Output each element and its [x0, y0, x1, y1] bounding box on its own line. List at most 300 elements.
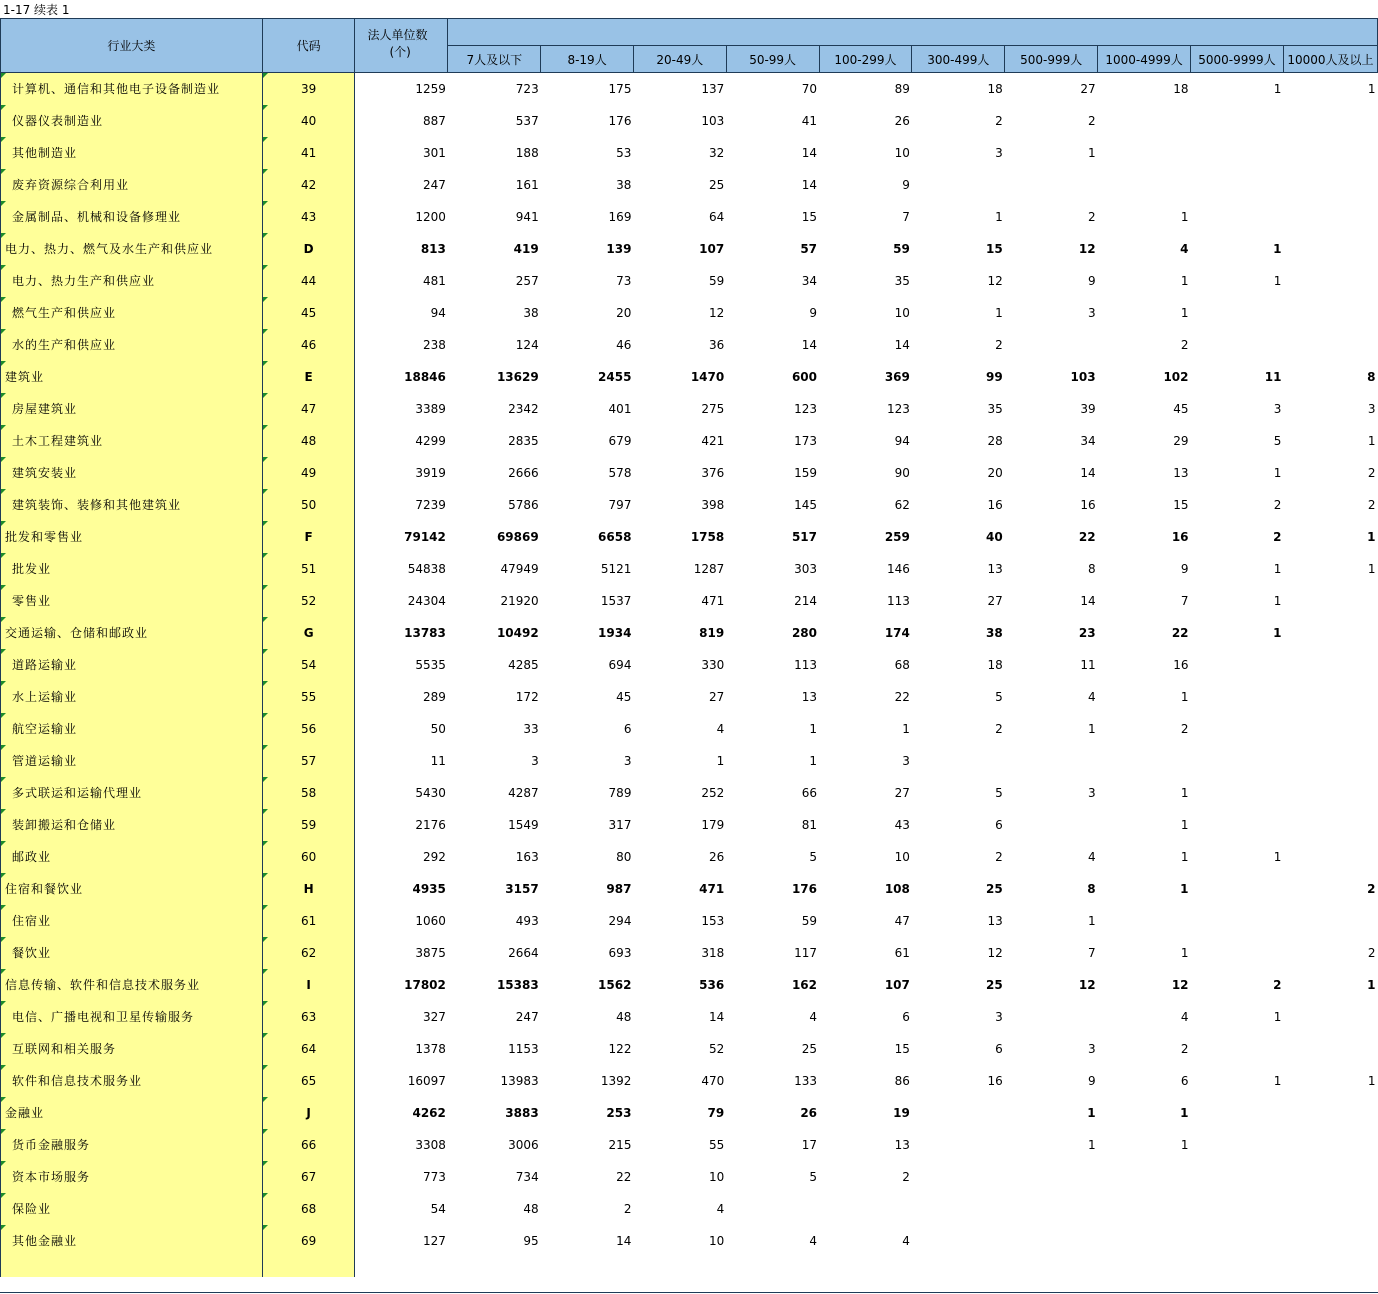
- size-count-cell: 1: [1273, 562, 1282, 576]
- size-count-cell: 1: [1367, 978, 1376, 992]
- size-count-cell: 99: [986, 370, 1003, 384]
- size-count-cell: 1: [1180, 274, 1189, 288]
- table-row: [1, 585, 1378, 617]
- table-row: [1, 393, 1378, 425]
- size-count-cell: 1: [902, 722, 910, 736]
- size-count-cell: 90: [894, 466, 910, 480]
- size-count-cell: 4: [716, 1202, 725, 1216]
- table-title: 1-17 续表 1: [3, 3, 70, 17]
- size-count-cell: [1191, 809, 1284, 841]
- total-count-cell: 7239: [415, 498, 446, 512]
- size-count-cell: [1005, 809, 1098, 841]
- total-count-cell: 289: [422, 690, 446, 704]
- size-count-cell: 10: [708, 1234, 725, 1248]
- size-count-cell: 139: [606, 242, 632, 256]
- size-count-cell: 108: [884, 882, 910, 896]
- filler-cell: [448, 1257, 541, 1277]
- size-count-cell: 12: [708, 306, 725, 320]
- size-count-cell: [1191, 1097, 1284, 1129]
- size-count-cell: 5786: [508, 498, 539, 512]
- size-count-cell: 3: [531, 754, 539, 768]
- size-count-cell: 73: [616, 274, 632, 288]
- industry-code-cell: 61: [262, 905, 355, 937]
- total-count-cell: 3308: [415, 1138, 446, 1152]
- size-count-cell: 47949: [500, 562, 539, 576]
- size-count-cell: 4: [1180, 242, 1189, 256]
- size-count-cell: 153: [701, 914, 725, 928]
- size-count-cell: 1: [1180, 690, 1189, 704]
- industry-name-cell: 批发和零售业: [1, 521, 263, 553]
- size-count-cell: 2: [1367, 466, 1376, 480]
- size-count-cell: 59: [801, 914, 818, 928]
- size-count-cell: 123: [794, 402, 818, 416]
- size-count-cell: 1: [1273, 242, 1282, 256]
- total-count-cell: 54: [430, 1202, 446, 1216]
- size-count-cell: 26: [708, 850, 725, 864]
- size-count-cell: 25: [986, 882, 1003, 896]
- size-count-cell: 13983: [500, 1074, 539, 1088]
- size-count-cell: [1098, 105, 1191, 137]
- size-count-cell: 64: [708, 210, 725, 224]
- size-count-cell: [1191, 777, 1284, 809]
- size-count-cell: 9: [902, 178, 910, 192]
- size-count-cell: 174: [884, 626, 910, 640]
- size-count-cell: 470: [701, 1074, 725, 1088]
- size-count-cell: 55: [708, 1138, 725, 1152]
- industry-code-cell: H: [262, 873, 355, 905]
- size-count-cell: 179: [701, 818, 725, 832]
- total-count-cell: 4262: [412, 1106, 446, 1120]
- size-count-cell: 33: [523, 722, 539, 736]
- size-count-cell: 398: [701, 498, 725, 512]
- table-row: [1, 745, 1378, 777]
- total-count-cell: 292: [422, 850, 446, 864]
- size-count-cell: 537: [515, 114, 539, 128]
- size-count-cell: [1005, 745, 1098, 777]
- size-count-cell: 8: [1087, 562, 1096, 576]
- size-count-cell: 694: [608, 658, 632, 672]
- industry-code-cell: 67: [262, 1161, 355, 1193]
- table-row: [1, 329, 1378, 361]
- size-count-cell: [1283, 329, 1377, 361]
- table-row: [1, 809, 1378, 841]
- size-count-cell: 10: [894, 306, 910, 320]
- size-count-cell: 69869: [496, 530, 539, 544]
- size-count-cell: 19: [893, 1106, 910, 1120]
- size-count-cell: 62: [894, 498, 910, 512]
- filler-cell: [1283, 1257, 1377, 1277]
- total-count-cell: 3919: [415, 466, 446, 480]
- header-size-0: 7人及以下: [448, 46, 541, 73]
- total-count-cell: 17802: [404, 978, 446, 992]
- size-count-cell: 12: [987, 946, 1003, 960]
- industry-name-cell: 建筑安装业: [1, 457, 263, 489]
- size-count-cell: 275: [701, 402, 725, 416]
- size-count-cell: 113: [886, 594, 910, 608]
- size-count-cell: 45: [616, 690, 632, 704]
- size-count-cell: 70: [801, 82, 818, 96]
- size-count-cell: 25: [708, 178, 725, 192]
- size-count-cell: [1098, 169, 1191, 201]
- header-code: 代码: [262, 19, 355, 73]
- size-count-cell: [1005, 1225, 1098, 1257]
- size-count-cell: 493: [515, 914, 539, 928]
- size-count-cell: 1: [1273, 850, 1282, 864]
- size-count-cell: 2455: [598, 370, 632, 384]
- size-count-cell: [1191, 137, 1284, 169]
- size-count-cell: 38: [986, 626, 1003, 640]
- size-count-cell: 13: [801, 690, 818, 704]
- size-count-cell: 59: [708, 274, 725, 288]
- size-count-cell: 5: [1273, 434, 1282, 448]
- filler-code-cell: [262, 1257, 355, 1277]
- size-count-cell: 8: [1087, 882, 1096, 896]
- table-row: [1, 905, 1378, 937]
- size-count-cell: 797: [608, 498, 632, 512]
- table-row: [1, 521, 1378, 553]
- size-count-cell: 1: [1367, 530, 1376, 544]
- industry-name-cell: 软件和信息技术服务业: [1, 1065, 263, 1097]
- size-count-cell: 94: [894, 434, 910, 448]
- size-count-cell: 57: [800, 242, 818, 256]
- total-count-cell: 773: [422, 1170, 446, 1184]
- size-count-cell: 2342: [508, 402, 539, 416]
- size-count-cell: 2: [995, 722, 1003, 736]
- size-count-cell: 48: [616, 1010, 632, 1024]
- size-count-cell: 10: [708, 1170, 725, 1184]
- industry-code-cell: J: [262, 1097, 355, 1129]
- size-count-cell: 1: [809, 722, 818, 736]
- size-count-cell: 1: [1180, 1138, 1189, 1152]
- size-count-cell: 173: [794, 434, 818, 448]
- size-count-cell: 86: [894, 1074, 910, 1088]
- size-count-cell: 15383: [496, 978, 539, 992]
- size-count-cell: [1283, 617, 1377, 649]
- size-count-cell: 1: [1180, 1106, 1189, 1120]
- size-count-cell: 1392: [600, 1074, 632, 1088]
- size-count-cell: [1283, 681, 1377, 713]
- size-count-cell: 693: [608, 946, 632, 960]
- table-row: [1, 681, 1378, 713]
- industry-code-cell: 54: [262, 649, 355, 681]
- size-count-cell: 2: [1367, 946, 1376, 960]
- size-count-cell: 7: [902, 210, 910, 224]
- size-count-cell: 103: [701, 114, 725, 128]
- industry-name-cell: 航空运输业: [1, 713, 263, 745]
- size-count-cell: 280: [791, 626, 818, 640]
- size-count-cell: [819, 1193, 912, 1225]
- size-count-cell: 1: [1087, 1106, 1096, 1120]
- size-count-cell: 1: [1367, 82, 1376, 96]
- industry-code-cell: 63: [262, 1001, 355, 1033]
- size-count-cell: [1283, 1001, 1377, 1033]
- size-count-cell: [1283, 777, 1377, 809]
- size-count-cell: 9: [1180, 562, 1189, 576]
- industry-name-cell: 互联网和相关服务: [1, 1033, 263, 1065]
- size-count-cell: 80: [616, 850, 632, 864]
- table-row: [1, 297, 1378, 329]
- size-count-cell: 2: [623, 1202, 632, 1216]
- size-count-cell: 7: [1087, 946, 1096, 960]
- industry-name-cell: 住宿业: [1, 905, 263, 937]
- size-count-cell: [1191, 1193, 1284, 1225]
- table-row: [1, 1129, 1378, 1161]
- size-count-cell: [912, 1161, 1005, 1193]
- size-count-cell: [1283, 105, 1377, 137]
- size-count-cell: 6: [623, 722, 632, 736]
- size-count-cell: 4: [1087, 690, 1096, 704]
- size-count-cell: 3: [995, 1010, 1003, 1024]
- size-count-cell: 38: [616, 178, 632, 192]
- size-count-cell: 4287: [508, 786, 539, 800]
- industry-name-cell: 水的生产和供应业: [1, 329, 263, 361]
- table-row: [1, 777, 1378, 809]
- size-count-cell: 215: [608, 1138, 632, 1152]
- size-count-cell: 4: [1180, 1010, 1189, 1024]
- size-count-cell: 162: [791, 978, 818, 992]
- size-count-cell: 369: [884, 370, 910, 384]
- industry-code-cell: 55: [262, 681, 355, 713]
- size-count-cell: 12: [987, 274, 1003, 288]
- table-row: [1, 841, 1378, 873]
- size-count-cell: 137: [701, 82, 725, 96]
- table-row: [1, 1193, 1378, 1225]
- size-count-cell: 9: [809, 306, 818, 320]
- size-count-cell: [1283, 585, 1377, 617]
- size-count-cell: [1098, 905, 1191, 937]
- size-count-cell: 1: [1273, 274, 1282, 288]
- size-count-cell: 29: [1173, 434, 1189, 448]
- size-count-cell: 16: [1171, 530, 1189, 544]
- industry-code-cell: 41: [262, 137, 355, 169]
- industry-code-cell: 62: [262, 937, 355, 969]
- size-count-cell: 107: [699, 242, 725, 256]
- size-count-cell: 14: [1080, 594, 1096, 608]
- industry-name-cell: 货币金融服务: [1, 1129, 263, 1161]
- size-count-cell: [1191, 329, 1284, 361]
- size-count-cell: 161: [515, 178, 539, 192]
- size-count-cell: 3: [1367, 402, 1376, 416]
- size-count-cell: 578: [608, 466, 632, 480]
- size-count-cell: 4285: [508, 658, 539, 672]
- industry-name-cell: 电力、热力、燃气及水生产和供应业: [1, 233, 263, 265]
- size-count-cell: 23: [1078, 626, 1096, 640]
- size-count-cell: 2: [1273, 978, 1282, 992]
- size-count-cell: [1283, 233, 1377, 265]
- industry-name-cell: 金属制品、机械和设备修理业: [1, 201, 263, 233]
- size-count-cell: [1191, 713, 1284, 745]
- size-count-cell: 376: [701, 466, 725, 480]
- total-count-cell: 1200: [415, 210, 446, 224]
- size-count-cell: [1191, 1129, 1284, 1161]
- industry-name-cell: 水上运输业: [1, 681, 263, 713]
- filler-cell: [355, 1257, 448, 1277]
- size-count-cell: 8: [1367, 370, 1376, 384]
- size-count-cell: [1191, 905, 1284, 937]
- size-count-cell: 3883: [505, 1106, 539, 1120]
- table-row: [1, 489, 1378, 521]
- table-row: [1, 969, 1378, 1001]
- total-count-cell: 18846: [404, 370, 446, 384]
- size-count-cell: 38: [523, 306, 539, 320]
- size-count-cell: 5: [995, 786, 1003, 800]
- size-count-cell: 3: [1087, 1042, 1096, 1056]
- size-count-cell: [912, 169, 1005, 201]
- size-count-cell: 79: [707, 1106, 725, 1120]
- size-count-cell: 172: [515, 690, 539, 704]
- size-count-cell: 28: [987, 434, 1003, 448]
- size-count-cell: 43: [894, 818, 910, 832]
- size-count-cell: [1005, 1193, 1098, 1225]
- header-size-5: 300-499人: [912, 46, 1005, 73]
- size-count-cell: 1: [1180, 210, 1189, 224]
- total-count-cell: 1259: [415, 82, 446, 96]
- size-count-cell: 1934: [598, 626, 632, 640]
- size-count-cell: [1283, 137, 1377, 169]
- industry-code-cell: 51: [262, 553, 355, 585]
- industry-name-cell: 信息传输、软件和信息技术服务业: [1, 969, 263, 1001]
- size-count-cell: 419: [513, 242, 539, 256]
- size-count-cell: [1283, 265, 1377, 297]
- table-row: [1, 425, 1378, 457]
- size-count-cell: 36: [708, 338, 725, 352]
- size-count-cell: 1470: [690, 370, 725, 384]
- size-count-cell: 15: [1173, 498, 1189, 512]
- industry-name-cell: 其他制造业: [1, 137, 263, 169]
- size-count-cell: 3006: [508, 1138, 539, 1152]
- size-count-cell: 102: [1163, 370, 1189, 384]
- size-count-cell: 1: [1087, 146, 1096, 160]
- size-count-cell: 1: [1180, 306, 1189, 320]
- industry-code-cell: 59: [262, 809, 355, 841]
- size-count-cell: 59: [893, 242, 910, 256]
- size-count-cell: 47: [894, 914, 910, 928]
- size-count-cell: 3157: [505, 882, 539, 896]
- size-count-cell: 146: [886, 562, 910, 576]
- size-count-cell: [1191, 745, 1284, 777]
- total-count-cell: 3389: [415, 402, 446, 416]
- filler-cell: [1098, 1257, 1191, 1277]
- size-count-cell: 35: [894, 274, 910, 288]
- size-count-cell: [1191, 105, 1284, 137]
- size-count-cell: 22: [1078, 530, 1096, 544]
- size-count-cell: 35: [987, 402, 1003, 416]
- size-count-cell: 26: [800, 1106, 818, 1120]
- size-count-cell: 679: [608, 434, 632, 448]
- total-count-cell: 887: [422, 114, 446, 128]
- filler-cell: [633, 1257, 726, 1277]
- total-count-cell: 2176: [415, 818, 446, 832]
- size-count-cell: 2: [1367, 882, 1376, 896]
- statistics-table: [0, 18, 1378, 1277]
- size-count-cell: [912, 1225, 1005, 1257]
- table-row: [1, 169, 1378, 201]
- total-count-cell: 327: [422, 1010, 446, 1024]
- total-count-cell: 11: [430, 754, 446, 768]
- size-count-cell: 123: [886, 402, 910, 416]
- size-count-cell: 27: [987, 594, 1003, 608]
- size-count-cell: 9: [1087, 274, 1096, 288]
- industry-name-cell: 装卸搬运和仓储业: [1, 809, 263, 841]
- header-total-line1: 法人单位数: [367, 28, 428, 42]
- industry-name-cell: 电信、广播电视和卫星传输服务: [1, 1001, 263, 1033]
- size-count-cell: [1191, 1225, 1284, 1257]
- table-row: [1, 873, 1378, 905]
- size-count-cell: 20: [616, 306, 632, 320]
- size-count-cell: [912, 1129, 1005, 1161]
- size-count-cell: 4: [809, 1234, 818, 1248]
- size-count-cell: 253: [606, 1106, 632, 1120]
- industry-name-cell: 住宿和餐饮业: [1, 873, 263, 905]
- total-count-cell: 247: [422, 178, 446, 192]
- size-count-cell: 1287: [693, 562, 725, 576]
- size-count-cell: 122: [608, 1042, 632, 1056]
- size-count-cell: [1191, 873, 1284, 905]
- size-count-cell: 16: [987, 1074, 1003, 1088]
- size-count-cell: 113: [794, 658, 818, 672]
- filler-cell: [1191, 1257, 1284, 1277]
- total-count-cell: 1060: [415, 914, 446, 928]
- size-count-cell: [1005, 329, 1098, 361]
- size-count-cell: 1: [1180, 882, 1189, 896]
- size-count-cell: 34: [1080, 434, 1096, 448]
- size-count-cell: [1283, 1129, 1377, 1161]
- size-count-cell: 303: [794, 562, 818, 576]
- size-count-cell: 2: [1180, 338, 1189, 352]
- size-count-cell: 2: [995, 114, 1003, 128]
- size-count-cell: 14: [801, 338, 818, 352]
- industry-name-cell: 管道运输业: [1, 745, 263, 777]
- table-row: [1, 457, 1378, 489]
- industry-name-cell: 建筑装饰、装修和其他建筑业: [1, 489, 263, 521]
- industry-name-cell: 零售业: [1, 585, 263, 617]
- size-count-cell: [1005, 169, 1098, 201]
- industry-name-cell: 邮政业: [1, 841, 263, 873]
- size-count-cell: 5: [809, 1170, 818, 1184]
- size-count-cell: 600: [791, 370, 818, 384]
- industry-code-cell: 40: [262, 105, 355, 137]
- header-size-1: 8-19人: [541, 46, 634, 73]
- size-count-cell: [1283, 1225, 1377, 1257]
- total-count-cell: 813: [420, 242, 446, 256]
- size-count-cell: 68: [894, 658, 910, 672]
- size-count-cell: 176: [608, 114, 632, 128]
- size-count-cell: 2: [1273, 498, 1282, 512]
- size-count-cell: 95: [523, 1234, 539, 1248]
- size-count-cell: 294: [608, 914, 632, 928]
- header-industry: 行业大类: [1, 19, 263, 73]
- size-count-cell: 987: [606, 882, 632, 896]
- size-count-cell: 471: [701, 594, 725, 608]
- size-count-cell: 1549: [508, 818, 539, 832]
- industry-name-cell: 批发业: [1, 553, 263, 585]
- size-count-cell: 13: [987, 914, 1003, 928]
- industry-name-cell: 资本市场服务: [1, 1161, 263, 1193]
- industry-name-cell: 金融业: [1, 1097, 263, 1129]
- size-count-cell: 3: [623, 754, 632, 768]
- size-count-cell: 2: [995, 338, 1003, 352]
- size-count-cell: 13629: [496, 370, 539, 384]
- size-count-cell: 48: [523, 1202, 539, 1216]
- size-count-cell: 1: [1087, 914, 1096, 928]
- size-count-cell: [1283, 201, 1377, 233]
- industry-name-cell: 燃气生产和供应业: [1, 297, 263, 329]
- size-count-cell: 25: [801, 1042, 818, 1056]
- industry-code-cell: 57: [262, 745, 355, 777]
- size-count-cell: 81: [801, 818, 818, 832]
- table-row: [1, 105, 1378, 137]
- size-count-cell: [1098, 1225, 1191, 1257]
